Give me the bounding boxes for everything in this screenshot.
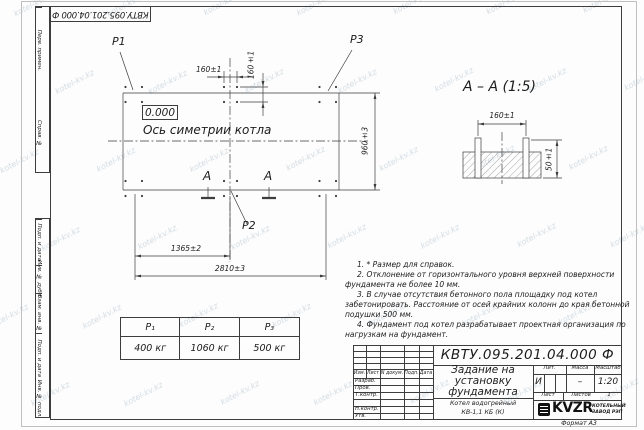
load-point-p2-label: P2 (242, 219, 256, 232)
strip-inv-dubl-label: Инв. № дубл. (36, 260, 43, 299)
strip-podp-data2-label: Подп. и дата (36, 339, 43, 377)
scale-label: Масштаб (595, 365, 621, 371)
loads-header-p3: P₃ (264, 321, 275, 333)
lit-value: И (535, 377, 542, 388)
loads-table (120, 317, 300, 360)
load-point-p1-label: P1 (112, 35, 126, 48)
mass-label: Масса (571, 365, 589, 371)
title-block-doc-number: КВТУ.095.201.04.000 Ф (440, 346, 615, 363)
format-note: Формат А3 (561, 420, 597, 427)
col-podp-label: Подп. (404, 371, 419, 377)
section-view-title: А – А (1:5) (463, 79, 536, 95)
object-name-line1: Котел водогрейный (449, 400, 517, 407)
boiler-symmetry-axis-label: Ось симетрии котла (143, 123, 272, 137)
dim-160-top-text: 160±1 (196, 65, 222, 74)
row-nkontr-label: Н.контр. (355, 406, 379, 412)
col-data-label: Дата (419, 371, 433, 377)
strip-inv-podl-label: Инв. № подл. (36, 379, 43, 418)
loads-table-value-row (121, 337, 299, 360)
row-utv-label: Утв. (355, 413, 367, 419)
dim-160-vert-text: 160±1 (246, 50, 256, 80)
section-dim-160-text: 160±1 (489, 111, 515, 120)
loads-table-header-row (121, 318, 299, 337)
kvzr-logo-icon (538, 403, 550, 416)
section-letter-right: А (264, 169, 273, 183)
elevation-mark: 0.000 (142, 105, 178, 120)
left-strip-top (35, 6, 50, 173)
loads-value-p1: 400 кг (121, 337, 180, 360)
loads-header-p2: P₂ (180, 318, 239, 336)
sheet-label: Лист (541, 392, 555, 398)
sheets-label: Листов (571, 392, 591, 398)
top-docnumber-cell (50, 6, 151, 22)
drawing-title: Задание на установку фундамента (448, 364, 518, 398)
loads-value-p3: 500 кг (253, 343, 286, 354)
section-dim-50-text: 50±1 (544, 147, 554, 171)
strip-podp-data1-label: Подп. и дата (36, 223, 43, 262)
note-4: 4. Фундамент под котел разрабатывает проектная организация по нагрузкам на фундамент. (345, 320, 626, 339)
strip-perv-primen-label: Перв. примен. (36, 29, 43, 72)
loads-header-p1: P₁ (121, 318, 180, 336)
scale-value: 1:20 (597, 377, 619, 388)
sheets-value: 1 (607, 392, 611, 398)
load-point-p3-label: P3 (350, 33, 364, 46)
row-razrab-label: Разраб. (355, 378, 376, 384)
company-name-line2: ЗАВОД РЭП (592, 410, 623, 415)
note-3: 3. В случае отсутствия бетонного пола площадку под котел забетонировать. Расстояние от осей крайних колонн до края бетонной подушки 500 мм. (345, 290, 630, 319)
dim-1365-text: 1365±2 (170, 244, 202, 253)
note-2: 2. Отклонение от горизонтального уровня верхней поверхности фундамента не более 10 мм. (345, 270, 615, 289)
row-tkontr-label: Т.контр. (355, 392, 378, 398)
dim-2810-text: 2810±3 (214, 264, 246, 273)
note-1: 1. * Размер для справок. (357, 260, 455, 269)
loads-value-p2: 1060 кг (180, 337, 239, 360)
row-prov-label: Пров. (355, 385, 371, 391)
notes-block (345, 260, 637, 340)
top-docnumber-text: КВТУ.095.201.04.000 Ф (52, 9, 149, 19)
object-name-line2: КВ-1,1 КБ (К) (461, 409, 505, 416)
kvzr-logo-text: KVZR (552, 400, 593, 416)
dim-960-text: 960±3 (360, 126, 370, 156)
col-ndoc-label: N докум. (380, 371, 404, 377)
company-name-line1: КОТЕЛЬНЫЙ (592, 404, 626, 409)
strip-sprav-no-label: Справ. № (36, 119, 43, 147)
left-strip-bottom (35, 218, 50, 418)
lit-label: Лит. (543, 365, 556, 371)
strip-vzam-inv-label: Взам. инв. № (36, 294, 43, 333)
mass-value: – (577, 377, 583, 388)
col-izm-label: Изм. (353, 371, 366, 377)
section-letter-left: А (203, 169, 212, 183)
col-list-label: Лист (366, 371, 380, 377)
